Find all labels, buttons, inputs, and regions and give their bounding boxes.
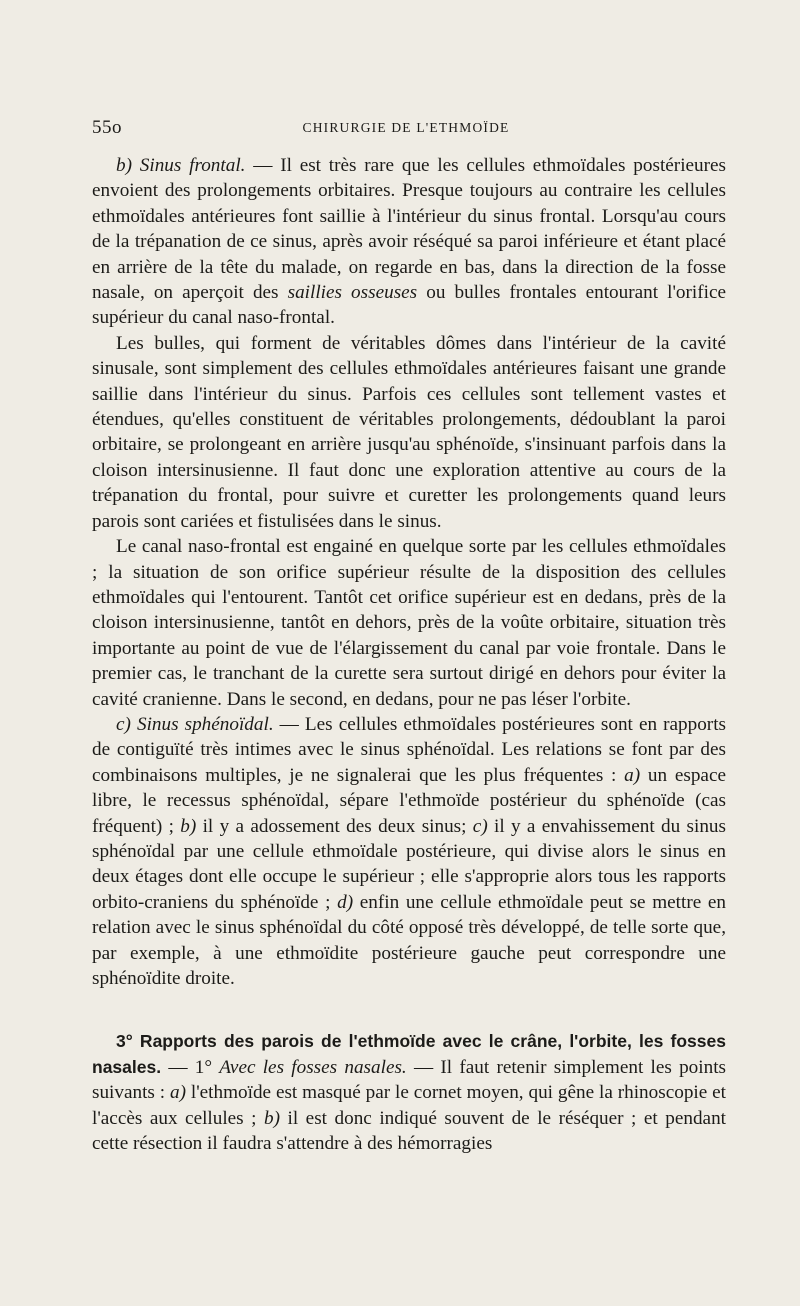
page-number: 55o bbox=[92, 117, 122, 138]
paragraph-rapports-des-parois: 3° Rapports des parois de l'ethmoïde avec le crâne, l'orbite, les fosses nasales. — 1° Avec les fosses nasales. — Il faut retenir simplement les points suivants : a) l'ethmoïde est masqué par le cornet moyen, qui gêne la rhinoscopie et l'accès aux cellules ; b) il est donc indiqué souvent de le réséquer ; et pendant cette résection il faudra s'attendre à des hémorragies bbox=[92, 1031, 726, 1155]
paragraph-sinus-sphenoidal: c) Sinus sphénoïdal. — Les cellules ethmoïdales postérieures sont en rapports de contiguïté très intimes avec le sinus sphénoïdal. Les relations se font par des combinaisons multiples, je ne signalerai que les plus fréquentes : a) un espace libre, le recessus sphénoïdal, sépare l'ethmoïde postérieur du sphénoïde (cas fréquent) ; b) il y a adossement des deux sinus; c) il y a envahissement du sinus sphénoïdal par une cellule ethmoïdale postérieure, qui divise alors le sinus en deux étages dont elle occupe le supérieur ; elle s'approprie alors tous les rapports orbito-craniens du sphénoïde ; d) enfin une cellule ethmoïdale peut se mettre en relation avec le sinus sphénoïdal du côté opposé très développé, de telle sorte que, par exemple, à une ethmoïdite postérieure gauche peut correspondre une sphénoïdite droite. bbox=[92, 713, 727, 989]
section-heading: 3° Rapports des parois de l'ethmoïde avec le crâne, l'orbite, les fosses nasales. bbox=[92, 1031, 726, 1077]
item-label: c) bbox=[116, 713, 131, 735]
paragraph-bulles: Les bulles, qui forment de véritables dômes dans l'intérieur de la cavité sinusale, sont simplement des cellules ethmoïdales antérieures faisant une grande saillie dans l'intérieur du sinus. Parfois ces cellules sont tellement vastes et étendues, qu'elles constituent de véritables prolongements, dédoublant la paroi orbitaire, se prolongeant en arrière jusqu'au sphénoïde, s'insinuant parfois dans la cloison intersinusienne. Il faut donc une exploration attentive au cours de la trépanation du frontal, pour suivre et curetter les prolongements quand leurs parois sont cariées et fistulisées dans le sinus. bbox=[92, 332, 726, 532]
item-label: b) bbox=[116, 155, 132, 176]
subsection-title: Sinus frontal. bbox=[139, 155, 246, 176]
emphasis: Avec les fosses nasales. bbox=[219, 1056, 407, 1078]
emphasis: saillies osseuses bbox=[287, 282, 418, 304]
subsection-title: Sinus sphénoïdal. bbox=[136, 713, 274, 735]
page-header bbox=[92, 117, 710, 139]
running-head: CHIRURGIE DE L'ETHMOÏDE bbox=[302, 120, 510, 135]
paragraph-canal-naso-frontal: Le canal naso-frontal est engainé en quelque sorte par les cellules ethmoïdales ; la situation de son orifice supérieur résulte de la disposition des cellules ethmoïdales qui l'entourent. Tantôt cet orifice supérieur est en dedans, près de la cloison intersinusienne, tantôt en dehors, près de la voûte orbitaire, situation très importante au point de vue de l'élargissement du canal par voie frontale. Dans le premier cas, le tranchant de la curette sera surtout dirigé en dehors pour éviter la cavité cranienne. Dans le second, en dedans, pour ne pas léser l'orbite. bbox=[92, 536, 726, 710]
body-text bbox=[92, 153, 726, 1156]
paragraph-sinus-frontal: b) Sinus frontal. — Il est très rare que les cellules ethmoïdales postérieures envoient des prolongements orbitaires. Presque toujours au contraire les cellules ethmoïdales antérieures font saillie à l'intérieur du sinus frontal. Lorsqu'au cours de la trépanation de ce sinus, après avoir réséqué sa paroi inférieure et étant placé en arrière de la tête du malade, on regarde en bas, dans la direction de la fosse nasale, on aperçoit des saillies osseuses ou bulles frontales entourant l'orifice supérieur du canal naso-frontal. bbox=[92, 155, 727, 329]
